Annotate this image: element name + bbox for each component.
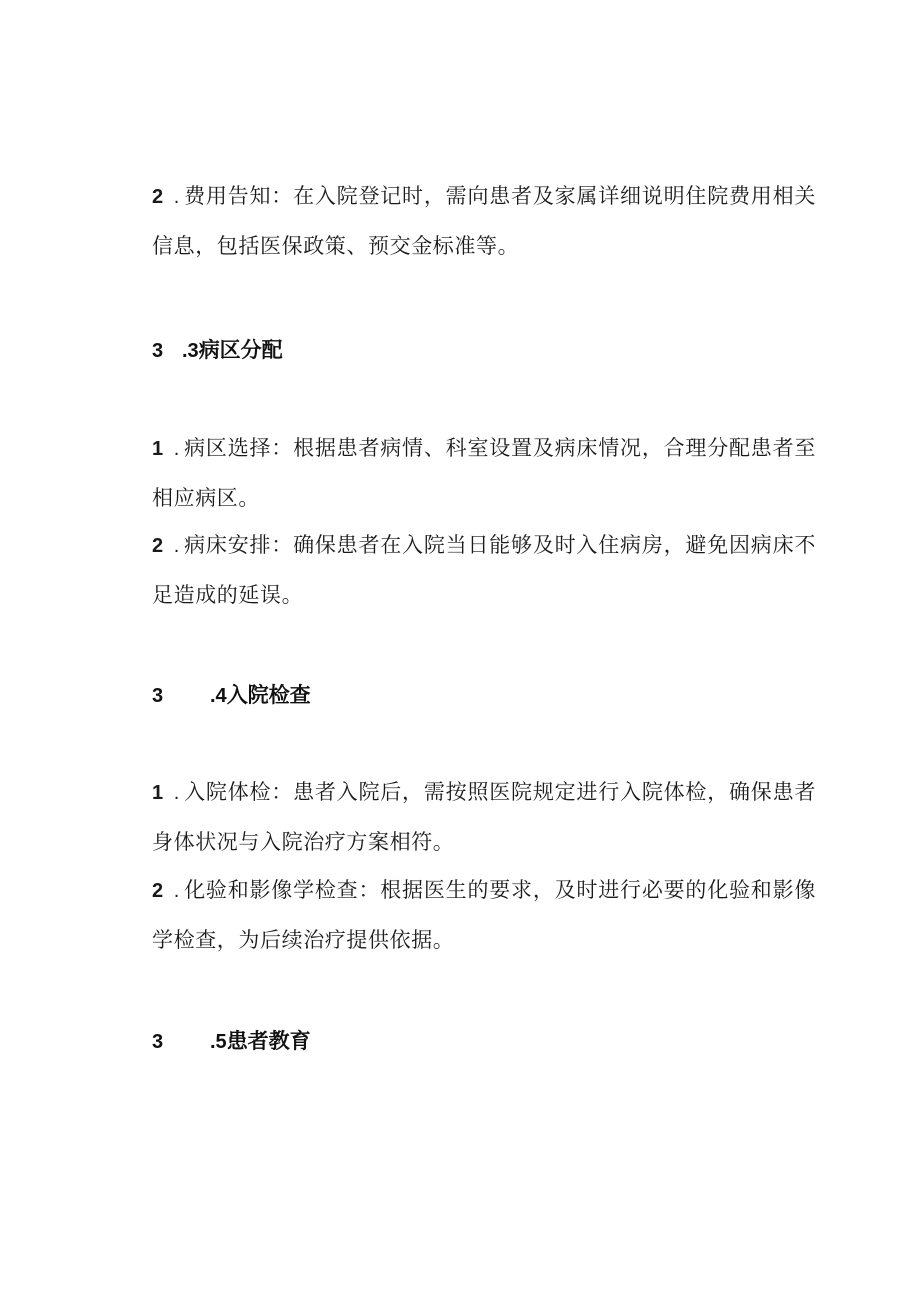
heading-title: 病区分配 — [198, 338, 283, 362]
paragraph-text — [152, 521, 816, 620]
item-body: 费用告知：在入院登记时，需向患者及家属详细说明住院费用相关信息，包括医保政策、预交金标准等。 — [152, 184, 816, 258]
item-body: 化验和影像学检查：根据医生的要求，及时进行必要的化验和影像学检查，为后续治疗提供依据。 — [152, 878, 816, 952]
item-body: 病区选择：根据患者病情、科室设置及病床情况，合理分配患者至相应病区。 — [152, 436, 816, 510]
item-separator: . — [173, 186, 180, 208]
item-separator: . — [173, 880, 180, 902]
heading-subnumber: .3 — [182, 340, 199, 362]
item-number: 1 — [152, 782, 164, 804]
paragraph-lab-imaging — [152, 866, 816, 965]
heading-subnumber: .4 — [210, 685, 227, 707]
item-number: 2 — [152, 535, 164, 557]
item-number: 2 — [152, 880, 164, 902]
paragraph-admission-exam — [152, 768, 816, 867]
paragraph-bed-arrange — [152, 521, 816, 620]
item-body: 入院体检：患者入院后，需按照医院规定进行入院体检，确保患者身体状况与入院治疗方案相符。 — [152, 780, 816, 854]
item-separator: . — [173, 438, 180, 460]
item-separator: . — [173, 782, 180, 804]
heading-title: 患者教育 — [226, 1029, 311, 1053]
paragraph-text — [152, 768, 816, 867]
section-heading-3-3 — [152, 335, 283, 366]
paragraph-fee-notice — [152, 172, 816, 271]
heading-number: 3 — [152, 340, 164, 362]
heading-subnumber: .5 — [210, 1031, 227, 1053]
heading-number: 3 — [152, 1031, 164, 1053]
heading-number: 3 — [152, 685, 164, 707]
item-body: 病床安排：确保患者在入院当日能够及时入住病房，避免因病床不足造成的延误。 — [152, 533, 816, 607]
paragraph-text — [152, 172, 816, 271]
paragraph-text — [152, 866, 816, 965]
paragraph-ward-select — [152, 424, 816, 523]
item-separator: . — [173, 535, 180, 557]
section-heading-3-4 — [152, 680, 311, 711]
section-heading-3-5 — [152, 1026, 311, 1057]
item-number: 1 — [152, 438, 164, 460]
heading-title: 入院检查 — [226, 683, 311, 707]
item-number: 2 — [152, 186, 164, 208]
paragraph-text — [152, 424, 816, 523]
